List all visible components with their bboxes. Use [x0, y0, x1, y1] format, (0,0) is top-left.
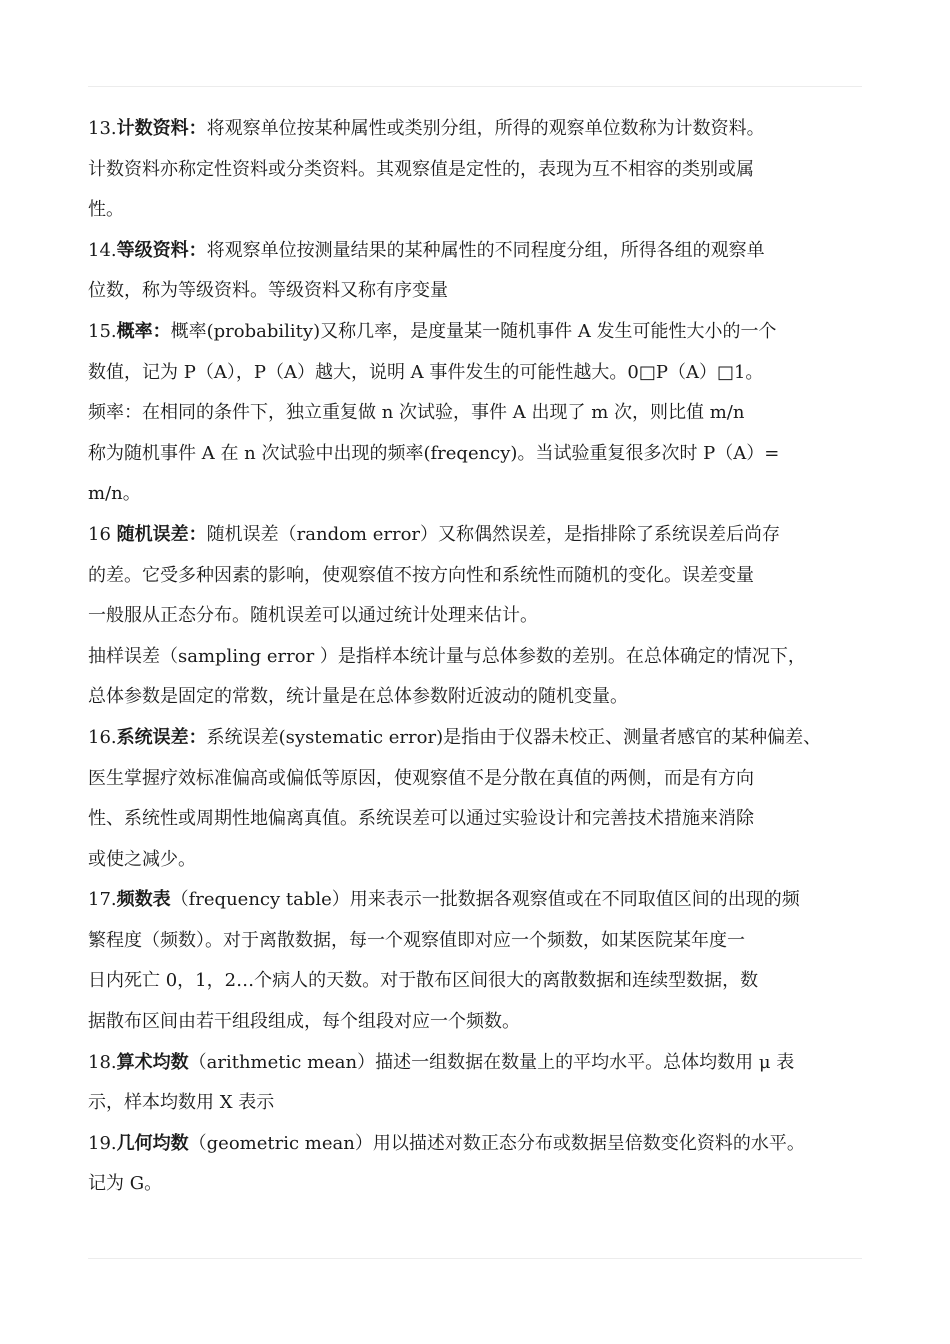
entry-16a-line-2: 的差。它受多种因素的影响，使观察值不按方向性和系统性而随机的变化。误差变量	[88, 564, 754, 586]
entry-text: （geometric mean）用以描述对数正态分布或数据呈倍数变化资料的水平。	[188, 1132, 805, 1154]
entry-18-line-2: 示，样本均数用 X 表示	[88, 1092, 275, 1114]
entry-number: 16.	[88, 726, 117, 748]
entry-term: 计数资料：	[116, 118, 207, 139]
entry-number: 15.	[88, 320, 117, 342]
entry-16b-line-4: 或使之减少。	[88, 848, 196, 870]
entry-13-line-3: 性。	[88, 199, 124, 221]
entry-16a-line-3: 一般服从正态分布。随机误差可以通过统计处理来估计。	[88, 605, 538, 627]
entry-number: 14.	[88, 239, 117, 261]
entry-15-line-2: 数值，记为 P（A），P（A）越大，说明 A 事件发生的可能性越大。0□P（A）□1。	[88, 361, 764, 383]
entry-15-line-5: m/n。	[88, 483, 141, 505]
entry-14-line-1	[88, 231, 868, 272]
entry-number: 19.	[88, 1132, 117, 1154]
header-rule	[88, 86, 862, 87]
entry-text: 概率(probability)又称几率，是度量某一随机事件 A 发生可能性大小的一个	[170, 320, 777, 342]
entry-text: 随机误差（random error）又称偶然误差，是指排除了系统误差后尚存	[206, 523, 781, 545]
entry-17-line-1	[88, 880, 868, 921]
entry-text: （frequency table）用来表示一批数据各观察值或在不同取值区间的出现的频	[170, 889, 800, 911]
entry-text: 系统误差(systematic error)是指由于仪器未校正、测量者感官的某种偏差、	[206, 726, 822, 748]
footer-rule	[88, 1258, 862, 1259]
entry-17-line-2: 繁程度（频数）。对于离散数据，每一个观察值即对应一个频数，如某医院某年度一	[88, 929, 745, 951]
entry-16a-line-4: 抽样误差（sampling error ）是指样本统计量与总体参数的差别。在总体确定的情况下，	[88, 645, 806, 667]
entry-15-line-4: 称为随机事件 A 在 n 次试验中出现的频率(freqency)。当试验重复很多次时 P（A）=	[88, 442, 780, 464]
entry-16b-line-3: 性、系统性或周期性地偏离真值。系统误差可以通过实验设计和完善技术措施来消除	[88, 808, 754, 830]
entry-text: 将观察单位按测量结果的某种属性的不同程度分组，所得各组的观察单	[206, 239, 765, 261]
entry-19-line-2: 记为 G。	[88, 1173, 163, 1195]
entry-19-line-1	[88, 1124, 868, 1165]
document-body	[88, 109, 868, 1205]
entry-16a-line-5: 总体参数是固定的常数，统计量是在总体参数附近波动的随机变量。	[88, 686, 628, 708]
entry-13-line-1	[88, 109, 868, 150]
entry-15-line-1	[88, 312, 868, 353]
entry-term: 随机误差：	[116, 523, 207, 545]
entry-term: 算术均数	[116, 1051, 189, 1073]
entry-term: 等级资料：	[116, 239, 207, 261]
entry-number: 13.	[88, 118, 117, 139]
entry-13-line-2: 计数资料亦称定性资料或分类资料。其观察值是定性的，表现为互不相容的类别或属	[88, 158, 754, 180]
entry-17-line-3: 日内死亡 0，1，2…个病人的天数。对于散布区间很大的离散数据和连续型数据，数	[88, 970, 759, 992]
entry-17-line-4: 据散布区间由若干组段组成，每个组段对应一个频数。	[88, 1011, 520, 1033]
entry-16b-line-2: 医生掌握疗效标准偏高或偏低等原因，使观察值不是分散在真值的两侧，而是有方向	[88, 767, 754, 789]
entry-16a-line-1	[88, 515, 868, 556]
entry-term: 频数表	[116, 889, 171, 911]
entry-number: 16	[88, 523, 117, 545]
entry-number: 18.	[88, 1051, 117, 1073]
entry-18-line-1	[88, 1043, 868, 1084]
entry-term: 几何均数	[116, 1132, 189, 1154]
entry-text: （arithmetic mean）描述一组数据在数量上的平均水平。总体均数用 μ 表	[188, 1051, 795, 1073]
entry-term: 系统误差：	[116, 726, 207, 748]
entry-term: 概率：	[116, 320, 171, 342]
entry-number: 17.	[88, 889, 117, 911]
entry-14-line-2: 位数，称为等级资料。等级资料又称有序变量	[88, 280, 448, 302]
entry-16b-line-1	[88, 718, 868, 759]
entry-text: 将观察单位按某种属性或类别分组，所得的观察单位数称为计数资料。	[206, 118, 765, 139]
entry-15-line-3: 频率：在相同的条件下，独立重复做 n 次试验，事件 A 出现了 m 次，则比值 m/n	[88, 402, 745, 424]
